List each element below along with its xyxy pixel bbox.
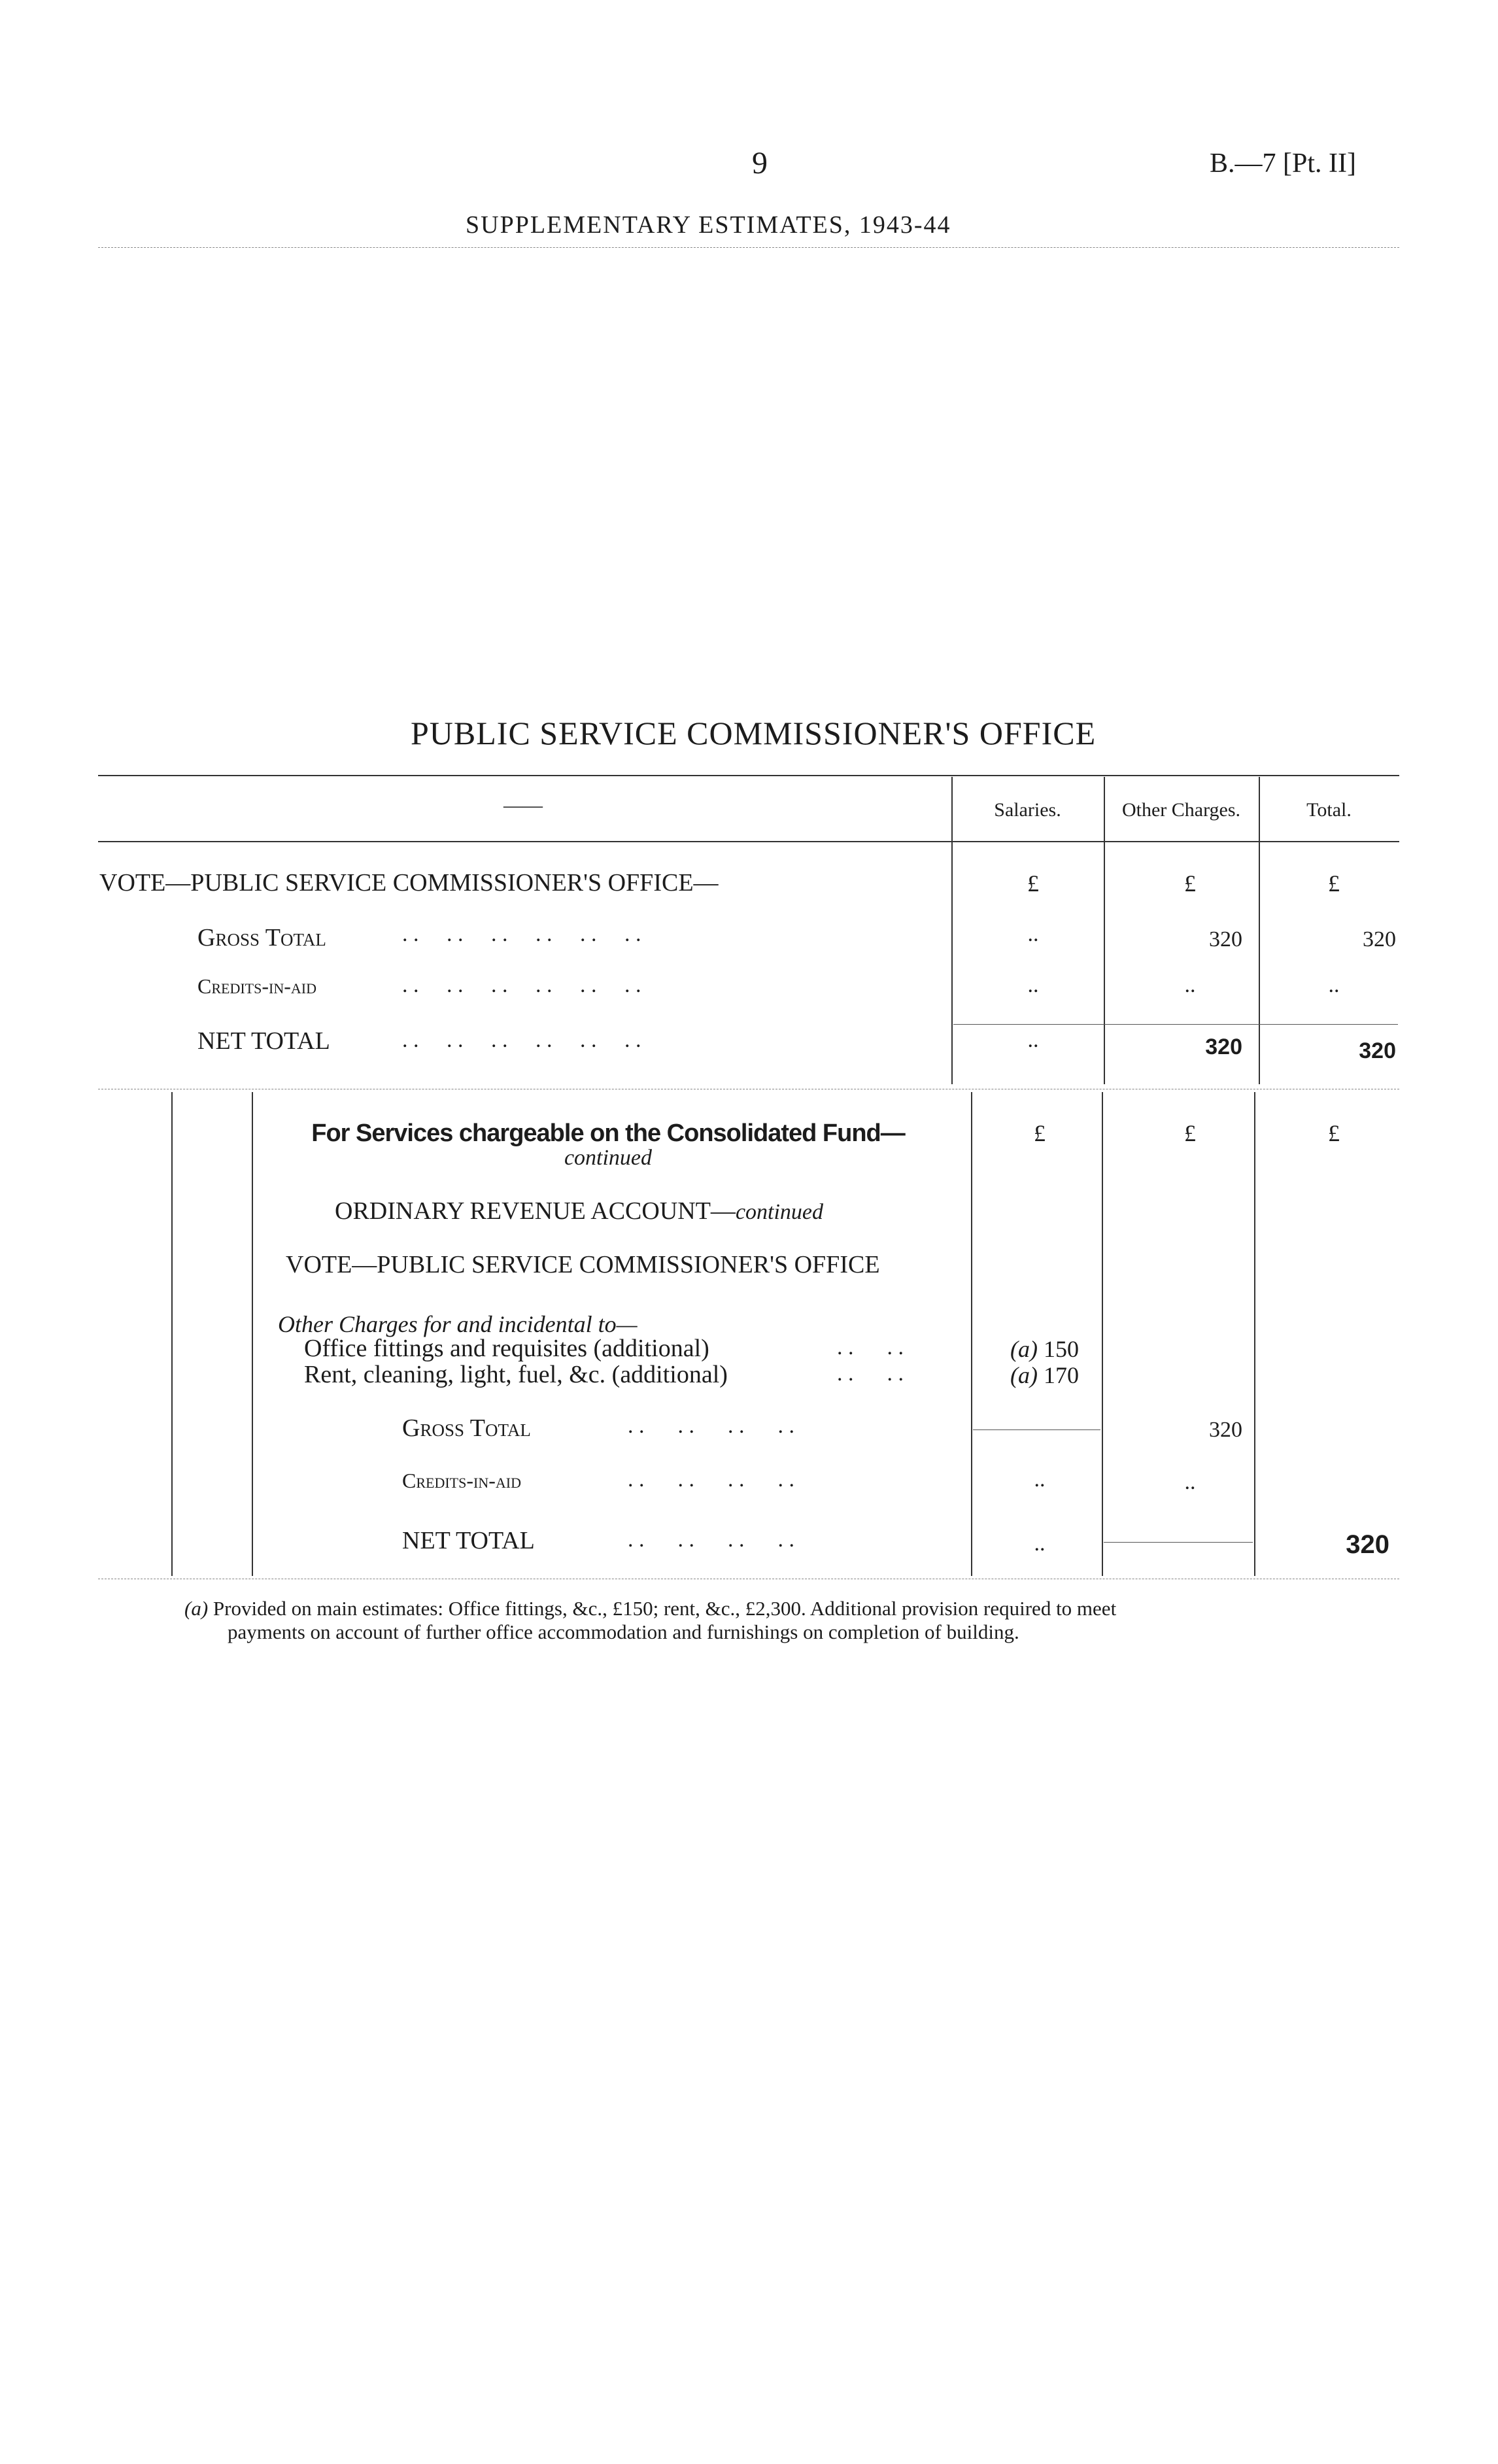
account-name: ORDINARY REVENUE ACCOUNT—: [335, 1197, 736, 1225]
value: 150: [1043, 1336, 1079, 1362]
net-total-rule: [1104, 1542, 1253, 1543]
row-label: Credits-in-aid: [197, 974, 316, 998]
account-continued: continued: [735, 1200, 824, 1224]
leader-dots: . . . .: [837, 1335, 904, 1360]
account-title: [335, 1197, 823, 1225]
footnote-marker: (a): [1010, 1336, 1038, 1362]
other-charges-value: ..: [1184, 973, 1196, 997]
running-title: SUPPLEMENTARY ESTIMATES, 1943-44: [466, 211, 951, 239]
column-divider: [1254, 1092, 1255, 1576]
net-total-rule: [953, 1024, 1398, 1025]
leader-dots: . . . . . . . . . . . .: [402, 922, 641, 946]
leader-dots: . . . . . . . . . . . .: [402, 973, 641, 997]
salaries-column-header: Salaries.: [994, 799, 1061, 821]
total-currency: £: [1328, 870, 1340, 897]
item-value: [1010, 1335, 1079, 1363]
salaries-value: ..: [1027, 1028, 1039, 1052]
row-label: NET TOTAL: [402, 1527, 535, 1554]
total-value: ..: [1328, 973, 1340, 997]
footnote-marker: (a): [184, 1597, 209, 1620]
total-column-header: Total.: [1306, 799, 1352, 821]
header-bottom-rule: [98, 841, 1399, 842]
document-reference: B.—7 [Pt. II]: [1210, 148, 1356, 179]
row-label: NET TOTAL: [197, 1027, 330, 1055]
detail-heading: For Services chargeable on the Consolidated Fund—: [311, 1120, 905, 1147]
other-charges-currency: £: [1184, 870, 1196, 897]
footnote-marker: (a): [1010, 1362, 1038, 1388]
salaries-value: ..: [1027, 973, 1039, 997]
list-item: Office fittings and requisites (additional): [304, 1335, 709, 1362]
row-label: Credits-in-aid: [402, 1469, 521, 1492]
vote-title: VOTE—PUBLIC SERVICE COMMISSIONER'S OFFICE: [286, 1251, 880, 1278]
leader-dots: . . . . . . . .: [628, 1467, 794, 1492]
detail-heading-continued: continued: [564, 1146, 653, 1170]
row-label: Gross Total: [402, 1414, 531, 1442]
other-charges-value: 320: [1209, 927, 1242, 951]
leader-dots: . . . . . . . .: [628, 1414, 794, 1438]
column-divider: [1104, 777, 1105, 1084]
column-divider: [951, 777, 953, 1084]
leader-dots: . . . .: [837, 1361, 904, 1386]
page-number: 9: [752, 146, 768, 180]
leader-dots: . . . . . . . .: [628, 1528, 794, 1552]
vote-title: VOTE—PUBLIC SERVICE COMMISSIONER'S OFFICE—: [99, 869, 719, 897]
label-column-header: ——: [503, 795, 543, 816]
salaries-value: ..: [1027, 922, 1039, 946]
value: 170: [1043, 1362, 1079, 1388]
total-currency: £: [1328, 1120, 1340, 1146]
column-divider: [971, 1092, 972, 1576]
footnote: [184, 1597, 1116, 1620]
total-value: 320: [1363, 927, 1396, 951]
list-item: Rent, cleaning, light, fuel, &c. (additional): [304, 1361, 728, 1388]
other-charges-column-header: Other Charges.: [1121, 799, 1241, 821]
salaries-currency: £: [1027, 870, 1039, 897]
total-value: 320: [1359, 1038, 1396, 1063]
salaries-value: ..: [1034, 1467, 1046, 1492]
leader-dots: . . . . . . . . . . . .: [402, 1028, 641, 1052]
footnote-text: Provided on main estimates: Office fittings, &c., £150; rent, &c., £2,300. Additional provision required to meet: [213, 1597, 1117, 1620]
column-divider: [1102, 1092, 1103, 1576]
footnote-continuation: payments on account of further office accommodation and furnishings on completion of building.: [228, 1620, 1019, 1643]
other-charges-value: 320: [1209, 1418, 1242, 1442]
salaries-currency: £: [1034, 1120, 1046, 1146]
other-charges-value: ..: [1184, 1470, 1196, 1494]
row-label: Gross Total: [197, 924, 326, 951]
salaries-value: ..: [1034, 1531, 1046, 1556]
other-charges-currency: £: [1184, 1120, 1196, 1146]
item-value: [1010, 1361, 1079, 1389]
column-divider: [171, 1092, 173, 1576]
charges-group-label: Other Charges for and incidental to—: [278, 1311, 638, 1337]
column-divider: [252, 1092, 253, 1576]
other-charges-value: 320: [1205, 1035, 1242, 1059]
subtotal-rule: [973, 1429, 1100, 1430]
total-value: 320: [1346, 1530, 1389, 1559]
header-rule: [98, 247, 1399, 248]
summary-top-rule: [98, 775, 1399, 776]
section-title: PUBLIC SERVICE COMMISSIONER'S OFFICE: [411, 715, 1097, 751]
